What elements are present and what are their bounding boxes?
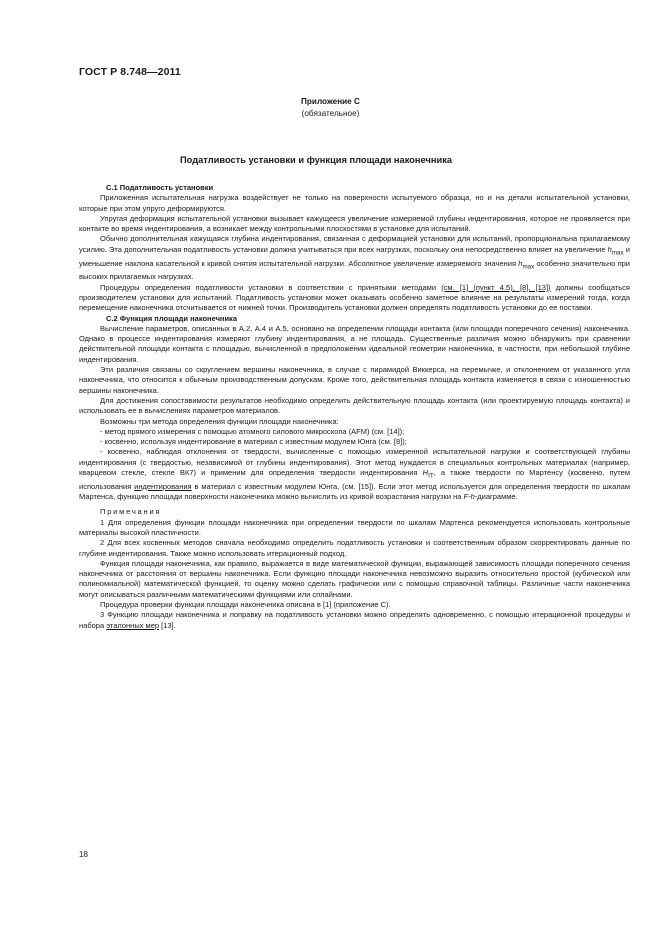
paragraph: Возможны три метода определения функции площади наконечника: bbox=[100, 416, 339, 426]
section-heading-c1: С.1 Податливость установки bbox=[106, 183, 214, 192]
list-item: - косвенно, наблюдая отклонения от твердости, вычисленные с помощью измеренной испытательной нагрузки и соответствующей глубины индентирования (с твердостью, независимой от глубины индентирования). Этот метод нуждается в специальных контрольных материалах (например, кварцевом стекле, стекле ВК7) и применим для определения твердости индентирования $H_{IT}$, а также твердости по Мартенсу (косвенно, путем использования индентирования в материал с известным модулем Юнга, (см. [15]). Если этот метод используется для определения твердости по шкалам Мартенса, функцию площади поверхности наконечника можно вычислить из кривой возрастания нагрузки на F-h-диаграмме. bbox=[79, 447, 630, 502]
paragraph: Для достижения сопоставимости результатов необходимо определить действительную площадь контакта (или проектируемую площадь контакта) и использовать ее в вычислениях параметров материалов. bbox=[79, 395, 630, 416]
paragraph: Процедуры определения податливости установки в соответствии с принятыми методами (см. [1] (пункт 4.5), [8], [13]) должны сообщаться производителем установки для испытаний. Податливость установки может оказывать особенно заметное влияние на результаты измерений тогда, когда перемещение наконечника отсчитывается от нижней точки. Производитель установки должен определять податливость установки до ее поставки. bbox=[79, 282, 630, 313]
term-link[interactable]: индентирования bbox=[134, 481, 192, 491]
document-body bbox=[79, 183, 630, 631]
page-number: 18 bbox=[79, 850, 88, 859]
paragraph: Приложенная испытательная нагрузка воздействует не только на поверхности испытуемого образца, но и на детали испытательной установки, которые при этом упруго деформируются. bbox=[79, 193, 630, 213]
notes-heading: Примечания bbox=[100, 507, 162, 517]
paragraph: Обычно дополнительная кажущаяся глубина индентирования, связанная с деформацией установки для испытаний, пропорциональна прилагаемому усилию. Эта дополнительная податливость установки должна учитываться при всех нагрузках, поскольку она непосредственно влияет на увеличение $h_{max}$ и уменьшение наклона касательной к кривой снятия испытательной нагрузки. Абсолютное увеличение измеряемого значения $h_{max}$ особенно значительно при высоких прилагаемых нагрузках. bbox=[79, 234, 630, 282]
document-code: ГОСТ Р 8.748—2011 bbox=[79, 66, 181, 78]
paragraph: Процедура проверки функции площади наконечника описана в [1] (приложение С). bbox=[100, 600, 391, 610]
note: 2 Для всех косвенных методов сначала необходимо определить податливость установки и соответственным образом скорректировать данные по глубине индентирования. Также можно использовать итерационный подход. bbox=[79, 538, 630, 558]
reference-link[interactable]: (см. [1] (пункт 4.5), [8], [13]) bbox=[441, 282, 551, 292]
paragraph: Вычисление параметров, описанных в А.2, А.4 и А.5, основано на определении площади контакта (или площади поперечного сечения) наконечника. Однако в процессе индентирования измеряют глубину индентирования, а не площадь. Существенные различия можно обнаружить при сравнении действительной площади контакта с площадью, вычисленной в предположении идеальной геометрии наконечника, в частности, при небольшой глубине индентирования. bbox=[79, 323, 630, 364]
note: 1 Для определения функции площади наконечника при определении твердости по шкалам Мартенса рекомендуется использовать контрольные материалы высокой пластичности. bbox=[79, 517, 630, 537]
appendix-status: (обязательное) bbox=[301, 109, 360, 118]
list-item: - метод прямого измерения с помощью атомного силового микроскопа (AFM) (см. [14]); bbox=[100, 426, 405, 436]
paragraph: Эти различия связаны со скруглением вершины наконечника, в случае с пирамидой Виккерса, на перемычке, и отклонением от указанного угла наконечника, что относится к обычным производственным допускам. Кроме того, действительная площадь контакта изменяется в связи с изношенностью вершины наконечника. bbox=[79, 365, 630, 395]
section-heading-c2: С.2 Функция площади наконечника bbox=[106, 313, 237, 323]
paragraph: Функция площади наконечника, как правило, выражается в виде математической функции, выражающей зависимость площади поперечного сечения наконечника от расстояния от вершины наконечника. Если функцию площади наконечника невозможно выразить относительно простой (кубической или полиномиальной) математической функцией, то оценку можно сделать графически или с помощью справочной таблицы. Различные части наконечника могут описываться различными математическими функциями или сплайнами. bbox=[79, 558, 630, 599]
list-item: - косвенно, используя индентирование в материал с известным модулем Юнга (см. [8]); bbox=[100, 437, 407, 447]
reference-link[interactable]: эталонных мер bbox=[106, 620, 160, 630]
appendix-title: Податливость установки и функция площади наконечника bbox=[180, 155, 453, 165]
note: 3 Функцию площади наконечника и поправку на податливость установки можно определять одновременно, с помощью итерационной процедуры и набора эталонных мер [13]. bbox=[79, 610, 630, 630]
paragraph: Упругая деформация испытательной установки вызывает кажущееся увеличение измеряемой глубины индентирования, которое не проявляется при контакте во время индентирования, а возникает между контрольными плоскостями в установке для испытаний. bbox=[79, 213, 630, 234]
appendix-label: Приложение С bbox=[301, 97, 360, 106]
